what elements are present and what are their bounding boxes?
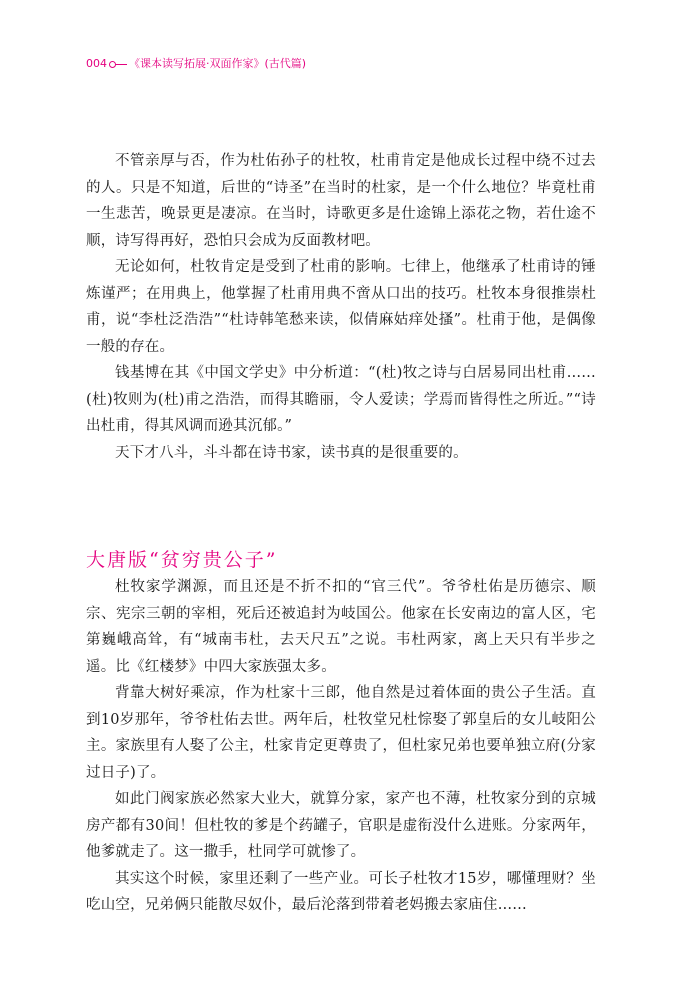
header-arrow-ornament (113, 64, 127, 65)
section-text (86, 574, 596, 919)
paragraph: 无论如何，杜牧肯定是受到了杜甫的影响。七律上，他继承了杜甫诗的锤炼谨严；在用典上，他掌握了杜甫用典不啻从口出的技巧。杜牧本身很推崇杜甫，说“李杜泛浩浩”“杜诗韩笔愁来读，似倩麻姑痒处搔”。杜甫于他，是偶像一般的存在。 (86, 259, 596, 355)
paragraph: 杜牧家学渊源，而且还是不折不扣的“官三代”。爷爷杜佑是历德宗、顺宗、宪宗三朝的宰相，死后还被追封为岐国公。他家在长安南边的富人区，宅第巍峨高耸，有“城南韦杜，去天尺五”之说。韦杜两家，离上天只有半步之遥。比《红楼梦》中四大家族强太多。 (86, 579, 596, 675)
paragraph: 天下才八斗，斗斗都在诗书家，读书真的是很重要的。 (115, 444, 468, 461)
book-title: 《课本读写拓展·双面作家》 (129, 57, 265, 70)
running-header (86, 55, 306, 71)
intro-text (86, 148, 596, 466)
page-number: 004 (86, 57, 107, 70)
paragraph: 其实这个时候，家里还剩了一些产业。可长子杜牧才15岁，哪懂理财？坐吃山空，兄弟俩只能散尽奴仆，最后沦落到带着老妈搬去家庙住…… (86, 870, 596, 913)
paragraph: 如此门阀家族必然家大业大，就算分家，家产也不薄，杜牧家分到的京城房产都有30间！但杜牧的爹是个药罐子，官职是虚衔没什么进账。分家两年，他爹就走了。这一撒手，杜同学可就惨了。 (86, 791, 596, 860)
section-heading: 大唐版“贫穷贵公子” (86, 549, 278, 571)
book-volume: (古代篇) (264, 57, 307, 70)
paragraph: 不管亲厚与否，作为杜佑孙子的杜牧，杜甫肯定是他成长过程中绕不过去的人。只是不知道，后世的“诗圣”在当时的杜家，是一个什么地位？毕竟杜甫一生悲苦，晚景更是凄凉。在当时，诗歌更多是仕途锦上添花之物，若仕途不顺，诗写得再好，恐怕只会成为反面教材吧。 (86, 153, 596, 249)
paragraph: 背靠大树好乘凉，作为杜家十三郎，他自然是过着体面的贵公子生活。直到10岁那年，爷爷杜佑去世。两年后，杜牧堂兄杜悰娶了郭皇后的女儿岐阳公主。家族里有人娶了公主，杜家肯定更尊贵了，但杜家兄弟也要单独立府(分家过日子)了。 (86, 685, 596, 781)
paragraph: 钱基博在其《中国文学史》中分析道：“(杜)牧之诗与白居易同出杜甫……(杜)牧则为(杜)甫之浩浩，而得其瞻丽，令人爱读；学焉而皆得性之所近。”“诗出杜甫，得其风调而逊其沉郁。” (86, 365, 596, 434)
